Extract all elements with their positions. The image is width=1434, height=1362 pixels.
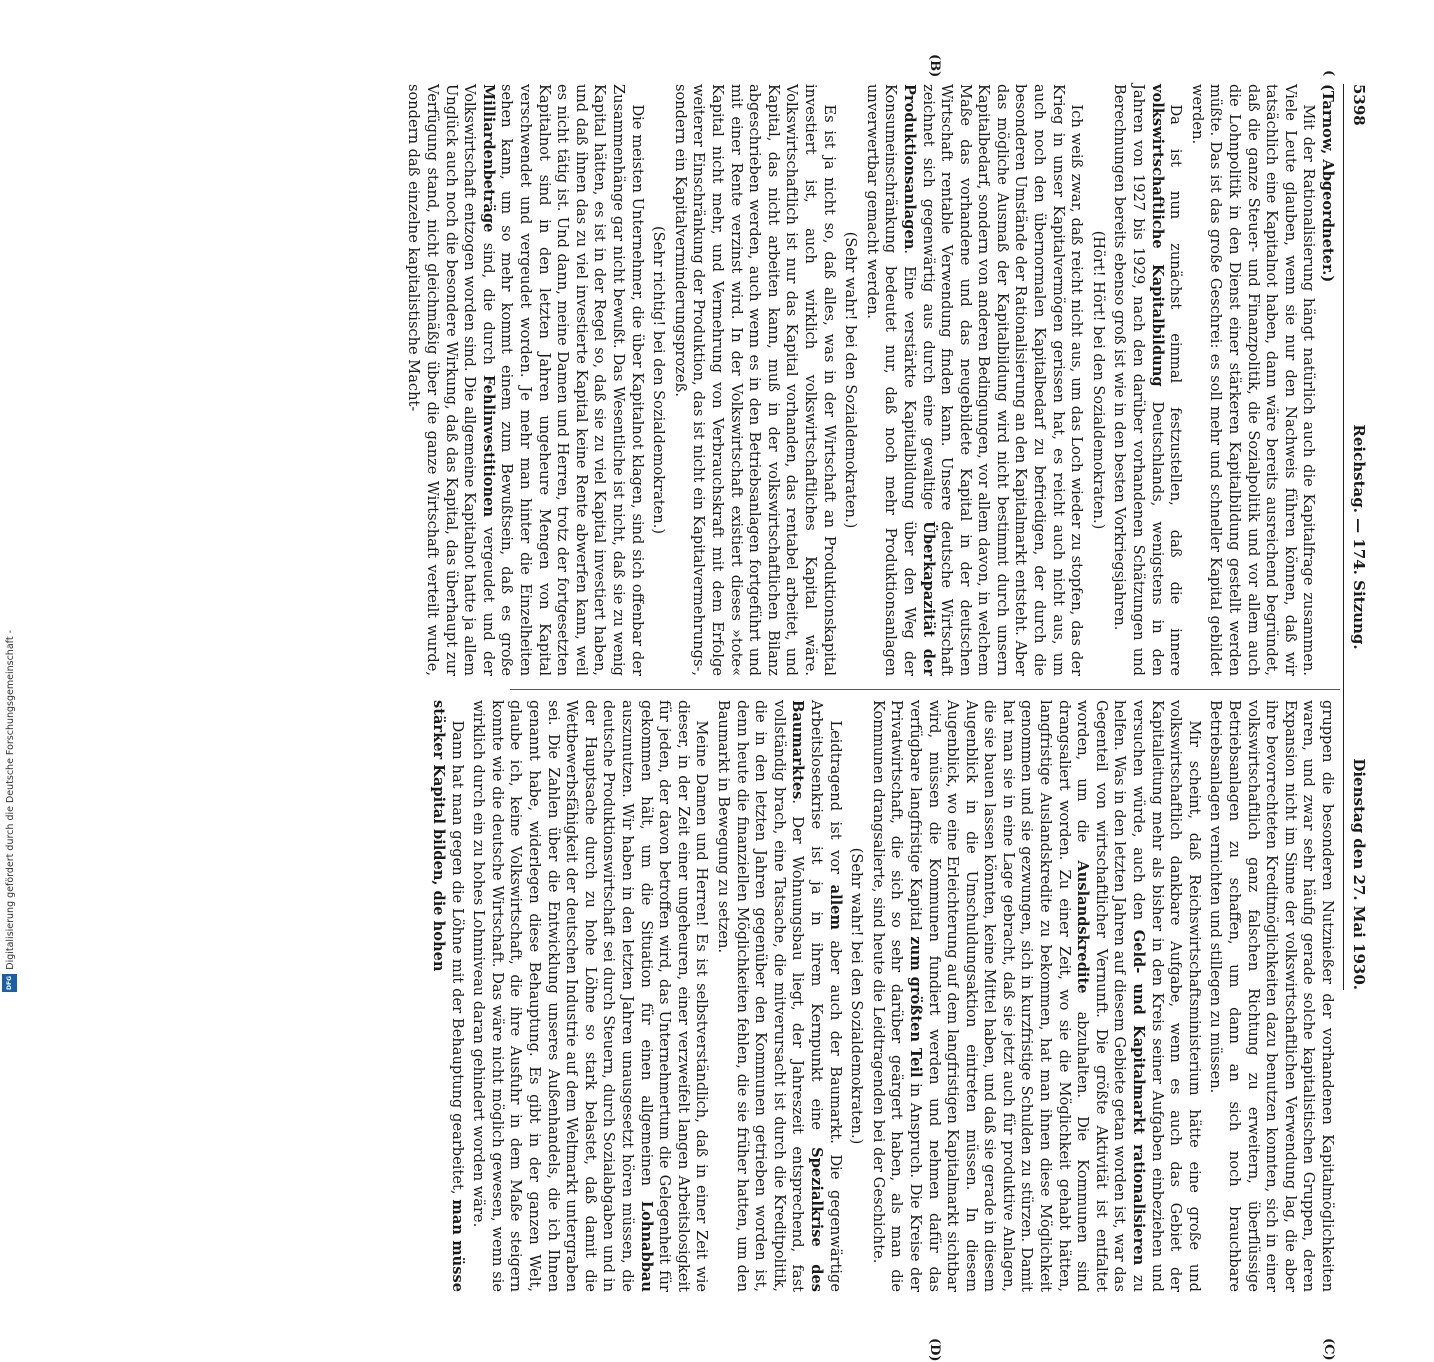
margin-mark-c-right: (C): [1321, 1338, 1336, 1361]
paragraph: Meine Damen und Herren! Es ist selbstverständlich, daß in einer Zeit wie dieser, in der Zeit einer ungeheuren, einer verzweifelt langen Arbeitslosigkeit für jeden, der davon betroffen wird, das Unternehmertum die Gelegenheit für gekommen hält, um die Situation für einen allgemeinen Lohnabbau auszunutzen. Wir haben in den letzten Jahren unausgesetzt hören müssen, die deutsche Produktionswirtschaft sei durch Steuern, durch Sozialabgaben und in der Hauptsache durch zu hohe Löhne so stark belastet, daß damit die Wettbewerbsfähigkeit der deutschen Industrie auf dem Weltmarkt untergraben sei. Die Zahlen über die Entwicklung unseres Außenhandels, die ich Ihnen genannt habe, widerlegen diese Behauptung. Es gibt in der ganzen Welt, glaube ich, keine Volkswirtschaft, die ihre Ausfuhr in dem Maße steigern konnte wie die deutsche Wirtschaft. Das wäre nicht möglich gewesen, wenn sie wirklich durch ein zu hohes Lohnniveau daran gehindert worden wäre.: [470, 700, 711, 1292]
paragraph: Leidtragend ist vor allem aber auch der Baumarkt. Die gegenwärtige Arbeitslosenkrise ist ja in ihrem Kernpunkt eine Spezialkrise des Baumarktes. Der Wohnungsbau liegt, der Jahreszeit entsprechend, fast vollständig brach, eine Tatsache, die mitverursacht ist durch die Kreditpolitik, die in den letzten Jahren gegenüber den Kommunen getrieben worden ist, denn heute die finanziellen Möglichkeiten fehlen, die sie früher hatten, um den Baumarkt in Bewegung zu setzen.: [715, 700, 844, 1293]
page-header: [1343, 84, 1370, 990]
paragraph: Die meisten Unternehmer, die über Kapitalnot klagen, sind sich offenbar der Zusammenhänge gar nicht bewußt. Das Wesentliche ist nicht, daß sie zu wenig Kapital hätten, es ist in der Regel so, daß sie zu viel Kapital investiert haben, und daß ihnen das zu viel investierte Kapital keine Rente abwerfen kann, weil es nicht tätig ist. Und dann, meine Damen und Herren, trotz der fortgesetzten Kapitalnot sind in den letzten Jahren ungeheure Mengen von Kapital verschwendet und vergeudet worden. Je mehr man hinter die Einzelheiten sehen kann, um so mehr kommt einem zum Bewußtsein, daß es große Milliardenbeträge sind, die durch Fehlinvestitionen vergeudet und der Volkswirtschaft entzogen worden sind. Die allgemeine Kapitalnot hatte ja allem Unglück auch noch die besondere Wirkung, daß das Kapital, das überhaupt zur Verfügung stand, nicht gleichmäßig über die ganze Wirtschaft verteilt wurde, sondern daß einzelne kapitalistische Macht-: [405, 84, 646, 677]
paragraph: Es ist ja nicht so, daß alles, was in der Wirtschaft an Produktionskapital investiert ist, auch wirklich volkswirtschaftliches Kapital wäre. Volkswirtschaftlich ist nur das Kapital vorhanden, das rentabel arbeitet, und Kapital, das nicht arbeiten kann, muß in der volkswirtschaftlichen Bilanz abgeschrieben werden, auch wenn es in den Betriebsanlagen fortgeführt und mit einer Rente verzinst wird. In der Volkswirtschaft existiert dieses »tote« Kapital nicht mehr, und Vermehrung von Verbrauchskraft mit dem Erfolge weiterer Einschränkung der Produktion, das ist nicht ein Kapitalvermehrungs-, sondern ein Kapitalverminderungsprozeß.: [671, 84, 838, 676]
margin-mark-d: (D): [927, 1338, 942, 1362]
session-date: Dienstag den 27. Mai 1930.: [1350, 758, 1368, 990]
interjection: (Hört! Hört! bei den Sozialdemokraten.): [1089, 230, 1107, 530]
paragraph: gruppen die besonderen Nutznießer der vorhandenen Kapitalmöglichkeiten waren, und zwar sehr häufig gerade solche kapitalistischen Gruppen, deren Expansion nicht im Sinne der volkswirtschaftlichen Verwendung lag, die aber ihre bevorrechteten Kreditmöglichkeiten dazu benutzen konnten, sich in einer volkswirtschaftlich ganz falschen Richtung zu erweitern, überflüssige Betriebsanlagen zu schaffen, um dann an sich noch brauchbare Betriebsanlagen vernichten und stillegen zu müssen.: [1207, 700, 1336, 1292]
scanned-page: [122, 54, 1370, 1362]
margin-mark-c-left: (: [1321, 70, 1336, 77]
interjection: (Sehr wahr! bei den Sozialdemokraten.): [842, 231, 860, 529]
paragraph: Dann hat man gegen die Löhne mit der Behauptung gearbeitet, man müsse stärker Kapital bilden, die hohen: [430, 700, 466, 1293]
page-number: 5398: [1350, 84, 1368, 126]
margin-mark-b: (B): [927, 54, 942, 78]
paragraph: Da ist nun zunächst einmal festzustellen, daß die innere volkswirtschaftliche Kapitalbildung Deutschlands, wenigstens in den Jahren von 1927 bis 1929, nach den darüber vorhandenen Schätzungen und Berechnungen bereits ebenso groß ist wie in den besten Vorkriegsjahren.: [1111, 84, 1185, 676]
dfg-logo: DFG: [2, 974, 17, 992]
paragraph: Mit der Rationalisierung hängt natürlich auch die Kapitalfrage zusammen. Viele Leute glauben, wenn sie nur den Nachweis führen können, daß wir tatsächlich eine Kapitalnot haben, dann wäre bereits ausreichend begründet, daß die ganze Steuer- und Finanzpolitik, die Sozialpolitik und vor allem auch die Lohnpolitik in den Dienst einer stärkeren Kapitalbildung gestellt werden müßte. Das ist das große Geschrei: es soll mehr und schneller Kapital gebildet werden.: [1188, 84, 1318, 676]
digitization-credit-text: Digitalisierung gefördert durch die Deutsche Forschungsgemeinschaft -: [4, 630, 16, 970]
digitization-credit: [0, 0, 20, 1000]
interjection: (Sehr wahr! bei den Sozialdemokraten.): [848, 847, 866, 1145]
paragraph: Mir scheint, daß Reichswirtschaftsministerium hätte eine große und volkswirtschaftlich dankbare Aufgabe, wenn es auch das Gebiet der Kapitalleitung mehr als bisher in den Kreis seiner Aufgaben einbeziehen und versuchen würde, auch den Geld- und Kapitalmarkt rationalisieren zu helfen. Was in den letzten Jahren auf diesem Gebiete getan worden ist, war das Gegenteil von wirtschaftlicher Vernunft. Die größte Aktivität ist entfaltet worden, um die Auslandskredite abzuhalten. Die Kommunen sind drangsaliert worden. Zu einer Zeit, wo sie die Möglichkeit gehabt hätten, langfristige Auslandskredite zu bekommen, hat man ihnen diese Möglichkeit genommen und sie gezwungen, sich in kurzfristige Schulden zu stürzen. Damit hat man sie in eine Lage gebracht, daß sie jetzt auch für produktive Anlagen, die sie bauen lassen könnten, keine Mittel haben, und daß sie gerade in diesem Augenblick in die Umschuldungsaktion eintreten müssen. In diesem Augenblick, wo eine Erleichterung auf dem langfristigen Kapitalmarkt sichtbar wird, müssen die Kommunen fundiert werden und nehmen dafür das verfügbare langfristige Kapital zum größten Teil in Anspruch. Die Kreise der Privatwirtschaft, die sich so sehr darüber geärgert haben, als man die Kommunen drangsalierte, sind heute die Leidtragenden bei der Geschichte.: [869, 700, 1203, 1292]
left-column: [405, 84, 1336, 677]
paragraph: Ich weiß zwar, daß reicht nicht aus, um das Loch wieder zu stopfen, das der Krieg in unser Kapitalvermögen gerissen hat, es reicht auch nicht aus, um auch noch den übernormalen Kapitalbedarf zu befriedigen, der durch die besonderen Umstände der Rationalisierung an den Kapitalmarkt entsteht. Aber das mögliche Ausmaß der Kapitalbildung wird nicht bestimmt durch unsern Kapitalbedarf, sondern von anderen Bedingungen, vor allem davon, in welchem Maße das vorhandene und das neugebildete Kapital in der deutschen Wirtschaft rentable Verwendung finden kann. Unsere deutsche Wirtschaft zeichnet sich gegenwärtig aus durch eine gewaltige Überkapazität der Produktionsanlagen. Eine verstärkte Kapitalbildung über den Weg der Konsumeinschränkung bedeutet nur, daß noch mehr Produktionsanlagen unverwertbar gemacht werden.: [863, 84, 1086, 676]
speaker-line: (Tarnow, Abgeordneter.): [1319, 84, 1336, 283]
session-title: Reichstag. — 174. Sitzung.: [1350, 424, 1368, 650]
column-divider: [510, 689, 1340, 690]
interjection: (Sehr richtig! bei den Sozialdemokraten.): [650, 225, 668, 535]
right-column: [430, 700, 1336, 1293]
